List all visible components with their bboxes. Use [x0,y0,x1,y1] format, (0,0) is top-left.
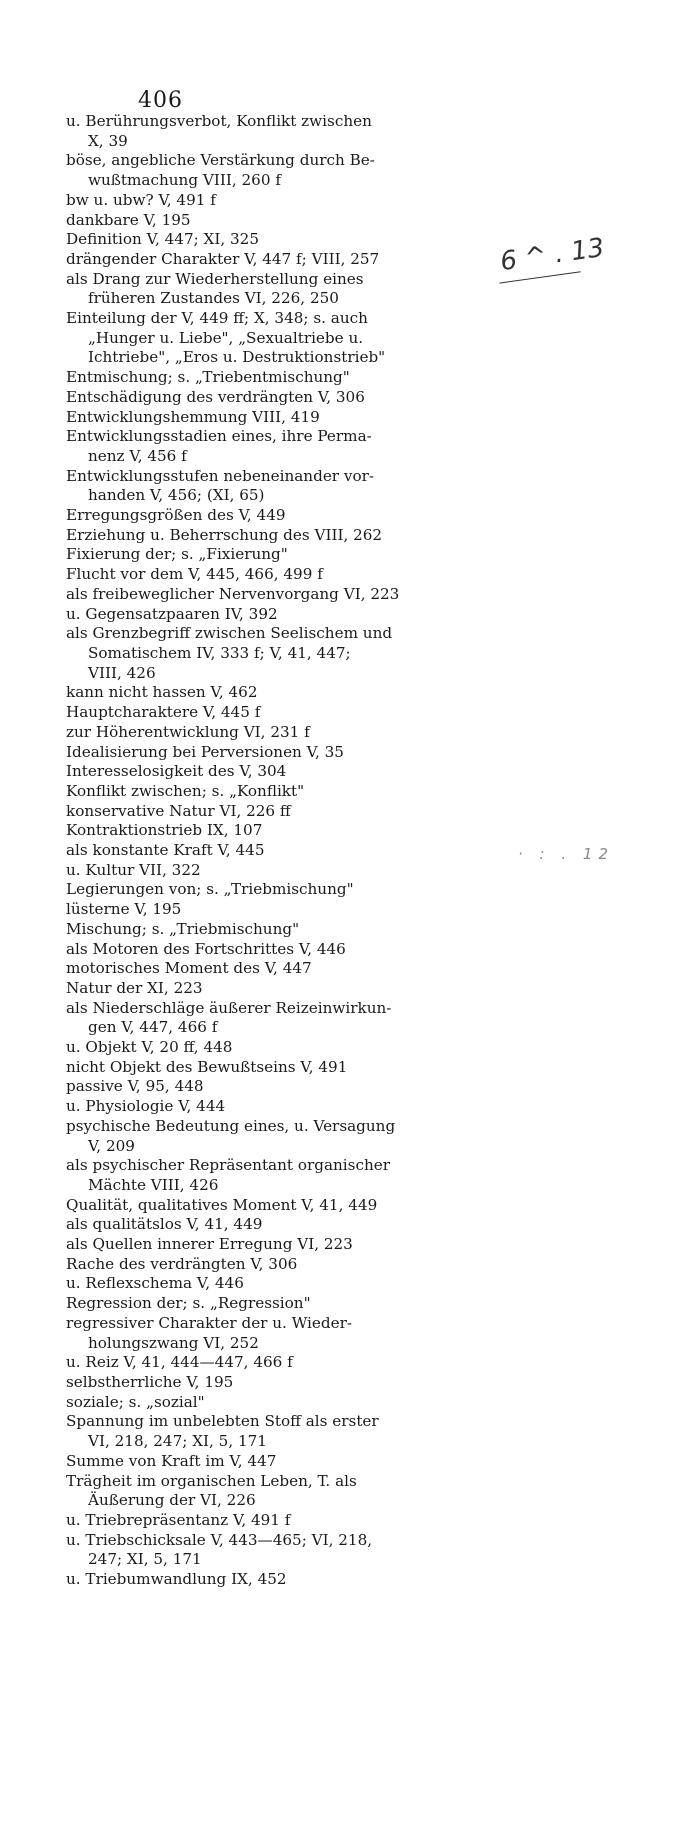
index-entry [66,1314,466,1353]
entry-line: u. Objekt V, 20 ff, 448 [66,1038,233,1057]
index-entry [66,1412,466,1451]
index-entry [66,723,466,743]
index-entry [66,861,466,881]
index-entry [66,526,466,546]
entry-line: Flucht vor dem V, 445, 466, 499 f [66,565,323,584]
entry-line: Trägheit im organischen Leben, T. als [66,1471,357,1490]
entry-continuation-line: Ichtriebe", „Eros u. Destruktionstrieb" [88,348,386,367]
entry-line: Entwicklungsstufen nebeneinander vor- [66,466,375,485]
index-entry [66,782,466,802]
index-entry [66,999,466,1038]
index-entry [66,1215,466,1235]
page-number: 406 [138,88,183,113]
entry-line: regressiver Charakter der u. Wieder- [66,1313,352,1332]
index-entry [66,427,466,466]
entry-line: Summe von Kraft im V, 447 [66,1451,277,1470]
index-entry [66,1255,466,1275]
index-entry [66,585,466,605]
entry-line: zur Höherentwicklung VI, 231 f [66,722,310,741]
entry-continuation-line: Somatischem IV, 333 f; V, 41, 447; [88,643,351,662]
entry-continuation-line: Mächte VIII, 426 [88,1175,219,1194]
entry-line: Entmischung; s. „Triebentmischung" [66,368,350,387]
entry-line: u. Reflexschema V, 446 [66,1274,244,1293]
index-entry [66,545,466,565]
index-entry [66,802,466,822]
index-entry [66,270,466,309]
entry-line: Idealisierung bei Perversionen V, 35 [66,742,344,761]
entry-line: soziale; s. „sozial" [66,1392,205,1411]
index-entry [66,1294,466,1314]
index-entry [66,1077,466,1097]
entry-line: als qualitätslos V, 41, 449 [66,1215,263,1234]
entry-line: u. Physiologie V, 444 [66,1097,226,1116]
entry-line: Erregungsgrößen des V, 449 [66,506,286,525]
entry-line: als Niederschläge äußerer Reizeinwirkun- [66,998,392,1017]
entry-line: als Quellen innerer Erregung VI, 223 [66,1235,353,1254]
entry-line: drängender Charakter V, 447 f; VIII, 257 [66,249,380,268]
index-entry [66,250,466,270]
index-entry [66,368,466,388]
index-entry [66,940,466,960]
entry-continuation-line: X, 39 [88,131,128,150]
index-entry [66,821,466,841]
entry-line: böse, angebliche Verstärkung durch Be- [66,151,375,170]
entry-line: selbstherrliche V, 195 [66,1373,234,1391]
entry-line: u. Triebschicksale V, 443—465; VI, 218, [66,1530,373,1549]
index-entry [66,624,466,683]
index-entry [66,605,466,625]
entry-continuation-line: „Hunger u. Liebe", „Sexualtriebe u. [88,328,364,347]
entry-line: Kontraktionstrieb IX, 107 [66,821,263,840]
entry-continuation-line: VIII, 426 [88,663,156,682]
entry-line: als freibeweglicher Nervenvorgang VI, 223 [66,584,400,603]
entry-line: u. Gegensatzpaaren IV, 392 [66,604,278,623]
entry-line: Hauptcharaktere V, 445 f [66,703,261,722]
entry-continuation-line: handen V, 456; (XI, 65) [88,486,265,505]
entry-line: kann nicht hassen V, 462 [66,683,258,702]
index-entry [66,1196,466,1216]
entry-line: Definition V, 447; XI, 325 [66,230,260,249]
index-entry [66,1531,466,1570]
index-entry [66,467,466,506]
index-entry [66,112,466,151]
entry-continuation-line: 247; XI, 5, 171 [88,1550,202,1569]
entry-line: Entschädigung des verdrängten V, 306 [66,387,365,406]
entry-line: als konstante Kraft V, 445 [66,841,265,860]
entry-continuation-line: Äußerung der VI, 226 [88,1491,256,1510]
faint-margin-note: · : . 12 [518,845,614,863]
entry-line: Konflikt zwischen; s. „Konflikt" [66,781,305,800]
index-entry [66,1393,466,1413]
entry-line: Erziehung u. Beherrschung des VIII, 262 [66,525,383,544]
index-entries [66,112,466,1590]
entry-line: Entwicklungsstadien eines, ihre Perma- [66,427,372,446]
entry-line: als Drang zur Wiederherstellung eines [66,269,364,288]
entry-continuation-line: V, 209 [88,1136,135,1155]
index-entry [66,230,466,250]
entry-continuation-line: früheren Zustandes VI, 226, 250 [88,289,339,308]
index-entry [66,880,466,900]
entry-line: Legierungen von; s. „Triebmischung" [66,880,354,899]
entry-line: Natur der XI, 223 [66,978,203,997]
index-entry [66,1353,466,1373]
entry-line: u. Triebrepräsentanz V, 491 f [66,1510,291,1529]
entry-line: Mischung; s. „Triebmischung" [66,919,300,938]
index-entry [66,1058,466,1078]
entry-continuation-line: holungszwang VI, 252 [88,1333,259,1352]
index-entry [66,191,466,211]
index-entry [66,1038,466,1058]
index-entry [66,1117,466,1156]
index-entry [66,979,466,999]
index-entry [66,1511,466,1531]
handwritten-note: 6 ^ . 13 [498,232,607,278]
entry-line: Einteilung der V, 449 ff; X, 348; s. auch [66,309,368,328]
entry-line: dankbare V, 195 [66,210,191,229]
entry-line: bw u. ubw? V, 491 f [66,190,216,209]
entry-line: psychische Bedeutung eines, u. Versagung [66,1116,396,1135]
entry-line: als psychischer Repräsentant organischer [66,1156,390,1175]
entry-line: Qualität, qualitatives Moment V, 41, 449 [66,1195,378,1214]
entry-continuation-line: nenz V, 456 f [88,446,187,465]
entry-line: Regression der; s. „Regression" [66,1294,311,1313]
index-entry [66,309,466,368]
index-entry [66,1274,466,1294]
index-entry [66,408,466,428]
index-entry [66,565,466,585]
entry-line: u. Berührungsverbot, Konflikt zwischen [66,112,372,130]
index-entry [66,841,466,861]
entry-line: Rache des verdrängten V, 306 [66,1254,298,1273]
entry-line: lüsterne V, 195 [66,900,182,919]
index-entry [66,1235,466,1255]
entry-line: nicht Objekt des Bewußtseins V, 491 [66,1057,348,1076]
index-entry [66,1472,466,1511]
entry-line: passive V, 95, 448 [66,1077,204,1096]
index-entry [66,1097,466,1117]
index-entry [66,762,466,782]
index-entry [66,1570,466,1590]
index-entry [66,683,466,703]
index-entry [66,920,466,940]
index-entry [66,151,466,190]
entry-line: Fixierung der; s. „Fixierung" [66,545,288,564]
index-entry [66,1373,466,1393]
entry-line: als Grenzbegriff zwischen Seelischem und [66,624,393,643]
entry-continuation-line: gen V, 447, 466 f [88,1018,218,1037]
index-entry [66,1452,466,1472]
index-entry [66,388,466,408]
entry-line: u. Triebumwandlung IX, 452 [66,1570,287,1589]
index-entry [66,959,466,979]
entry-line: u. Reiz V, 41, 444—447, 466 f [66,1353,293,1372]
entry-line: als Motoren des Fortschrittes V, 446 [66,939,346,958]
index-entry [66,1156,466,1195]
entry-line: Entwicklungshemmung VIII, 419 [66,407,320,426]
entry-line: konservative Natur VI, 226 ff [66,801,291,820]
index-entry [66,900,466,920]
index-entry [66,211,466,231]
entry-continuation-line: wußtmachung VIII, 260 f [88,171,281,190]
entry-line: motorisches Moment des V, 447 [66,959,312,978]
entry-line: Spannung im unbelebten Stoff als erster [66,1412,379,1431]
entry-line: u. Kultur VII, 322 [66,860,201,879]
entry-continuation-line: VI, 218, 247; XI, 5, 171 [88,1432,267,1451]
entry-line: Interesselosigkeit des V, 304 [66,762,287,781]
index-entry [66,703,466,723]
index-entry [66,506,466,526]
index-entry [66,743,466,763]
